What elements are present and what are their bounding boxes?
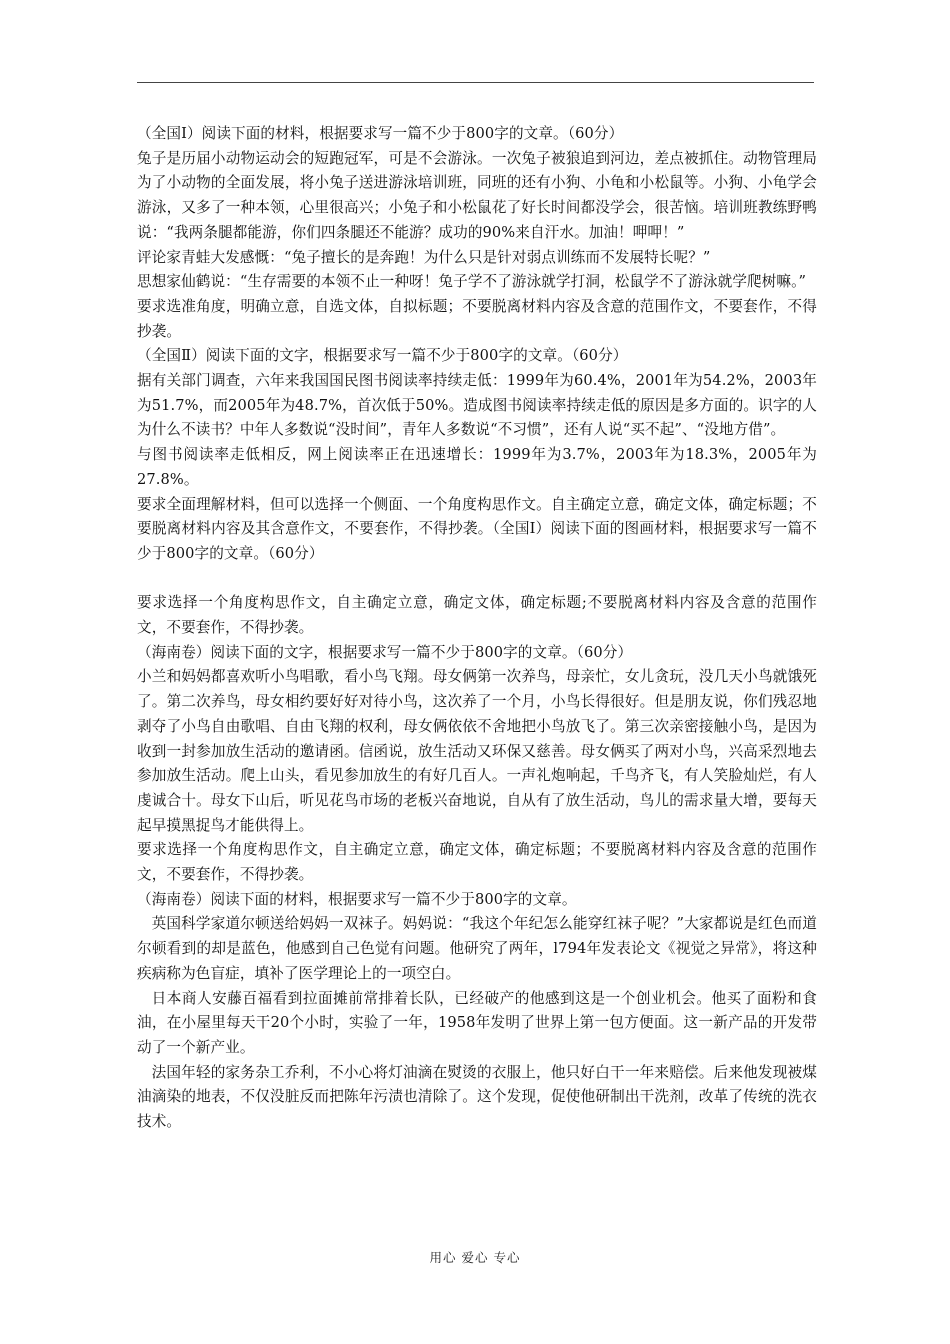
- paragraph: 小兰和妈妈都喜欢听小鸟唱歌，看小鸟飞翔。母女俩第一次养鸟，母亲忙，女儿贪玩，没几天小鸟就饿死了。第二次养鸟，母女相约要好好对待小鸟，这次养了一个月，小鸟长得很好。但是朋友说，你们残忍地剥夺了小鸟自由歌唱、自由飞翔的权利，母女俩依依不舍地把小鸟放飞了。第三次亲密接触小鸟，是因为收到一封参加放生活动的邀请函。信函说，放生活动又环保又慈善。母女俩买了两对小鸟，兴高采烈地去参加放生活动。爬上山头，看见参加放生的有好几百人。一声礼炮响起，千鸟齐飞，有人笑脸灿烂，有人虔诚合十。母女下山后，听见花鸟市场的老板兴奋地说，自从有了放生活动，鸟儿的需求量大增，要每天起早摸黑捉鸟才能供得上。: [137, 668, 817, 834]
- paragraph: 法国年轻的家务杂工乔利，不小心将灯油滴在熨烫的衣服上，他只好白干一年来赔偿。后来他发现被煤油滴染的地表，不仅没脏反而把陈年污渍也清除了。这个发现，促使他研制出干洗剂，改革了传统的洗衣技术。: [137, 1063, 817, 1131]
- paragraph: （海南卷）阅读下面的文字，根据要求写一篇不少于800字的文章。（60分）: [137, 643, 633, 661]
- paragraph: （全国Ⅰ）阅读下面的材料，根据要求写一篇不少于800字的文章。（60分）: [137, 125, 624, 142]
- paragraph: （海南卷）阅读下面的材料，根据要求写一篇不少于800字的文章。: [137, 890, 577, 908]
- paragraph: 日本商人安藤百福看到拉面摊前常排着长队，已经破产的他感到这是一个创业机会。他买了面粉和食油，在小屋里每天干20个小时，实验了一年，1958年发明了世界上第一包方便面。这一新产品的开发带动了一个新产业。: [137, 989, 817, 1056]
- paragraph: 评论家青蛙大发感慨：“兔子擅长的是奔跑！为什么只是针对弱点训练而不发展特长呢？”: [137, 248, 711, 266]
- paragraph: 要求全面理解材料，但可以选择一个侧面、一个角度构思作文。自主确定立意，确定文体，确定标题；不要脱离材料内容及其含意作文，不要套作，不得抄袭。（全国Ⅰ）阅读下面的图画材料，根据要求写一篇不少于800字的文章。（60分）: [137, 495, 817, 562]
- document-body: [137, 122, 817, 1135]
- paragraph: 要求选择一个角度构思作文，自主确定立意，确定文体，确定标题；不要脱离材料内容及含意的范围作文，不要套作，不得抄袭。: [137, 841, 817, 884]
- paragraph: 据有关部门调查，六年来我国国民图书阅读率持续走低：1999年为60.4%，2001年为54.2%，2003年为51.7%，而2005年为48.7%，首次低于50%。造成图书阅读率持续走低的原因是多方面的。识字的人为什么不读书？中年人多数说“没时间”，青年人多数说“不习惯”，还有人说“买不起”、“没地方借”。: [137, 372, 817, 439]
- blank-line: [137, 567, 817, 592]
- paragraph: 思想家仙鹤说：“生存需要的本领不止一种呀！兔子学不了游泳就学打洞，松鼠学不了游泳就学爬树嘛。”: [137, 273, 807, 291]
- paragraph: 兔子是历届小动物运动会的短跑冠军，可是不会游泳。一次兔子被狼追到河边，差点被抓住。动物管理局为了小动物的全面发展，将小兔子送进游泳培训班，同班的还有小狗、小龟和小松鼠等。小狗、小龟学会游泳，又多了一种本领，心里很高兴；小兔子和小松鼠花了好长时间都没学会，很苦恼。培训班教练野鸭说：“我两条腿都能游，你们四条腿还不能游？成功的90%来自汗水。加油！呷呷！”: [137, 149, 817, 241]
- header-rule: [137, 82, 814, 83]
- paragraph: 要求选择一个角度构思作文，自主确定立意，确定文体，确定标题;不要脱离材料内容及含意的范围作文，不要套作，不得抄袭。: [137, 594, 817, 637]
- paragraph: 要求选准角度，明确立意，自选文体，自拟标题；不要脱离材料内容及含意的范围作文，不要套作，不得抄袭。: [137, 297, 817, 340]
- paragraph: （全国Ⅱ）阅读下面的文字，根据要求写一篇不少于800字的文章。（60分）: [137, 347, 628, 365]
- paragraph: 与图书阅读率走低相反，网上阅读率正在迅速增长：1999年为3.7%，2003年为18.3%，2005年为27.8%。: [137, 446, 817, 488]
- paragraph: 英国科学家道尔顿送给妈妈一双袜子。妈妈说：“我这个年纪怎么能穿红袜子呢？”大家都说是红色而道尔顿看到的却是蓝色，他感到自己色觉有问题。他研究了两年，l794年发表论文《视觉之异常》，将这种疾病称为色盲症，填补了医学理论上的一项空白。: [137, 915, 817, 982]
- page-footer: 用心 爱心 专心: [429, 1250, 521, 1265]
